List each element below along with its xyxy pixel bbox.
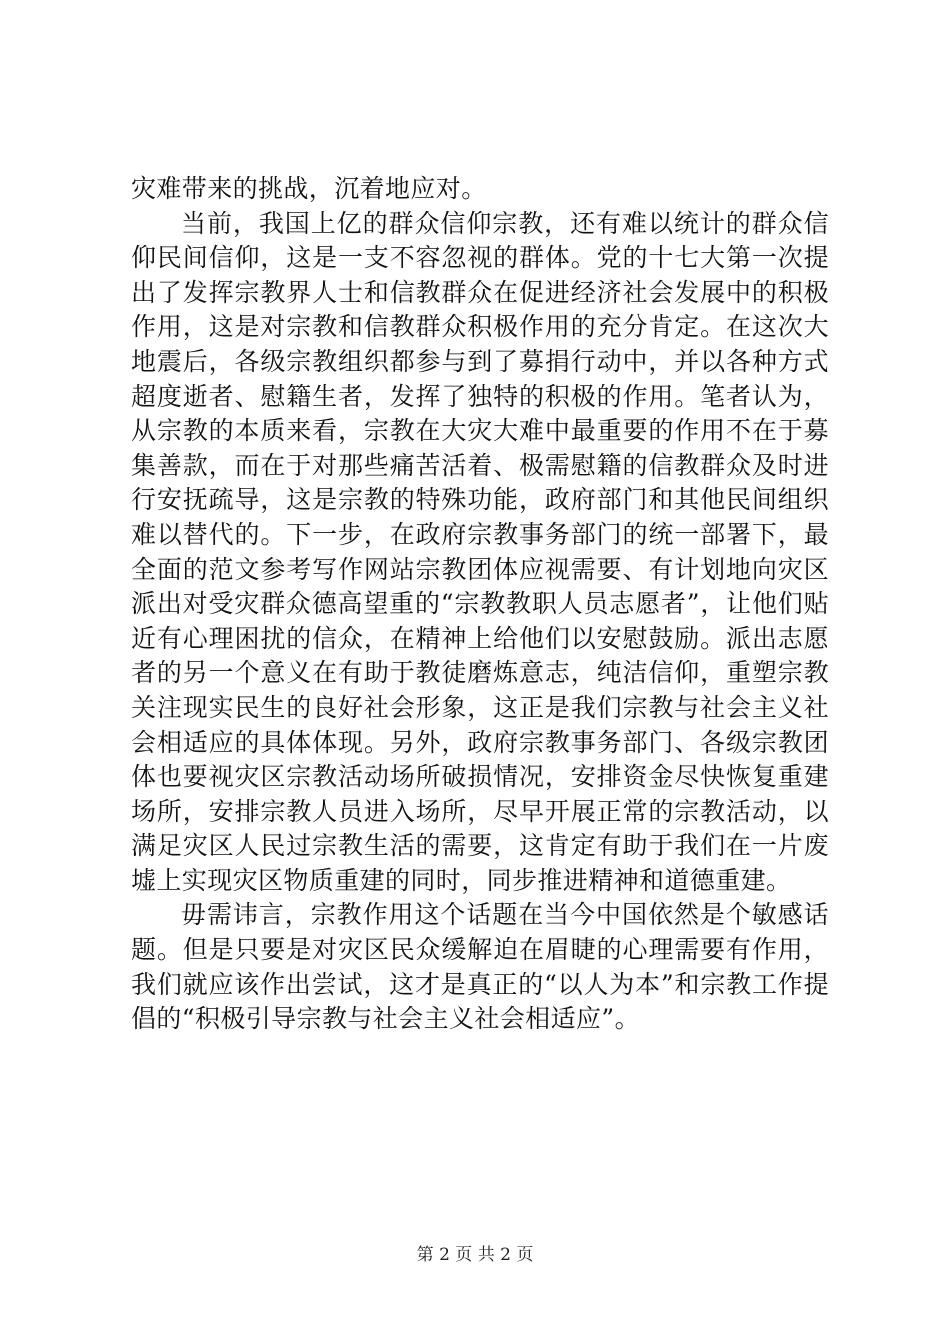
paragraph-religious-role: 当前，我国上亿的群众信仰宗教，还有难以统计的群众信仰民间信仰，这是一支不容忽视的群体。党的十七大第一次提出了发挥宗教界人士和信教群众在促进经济社会发展中的积极作用，这是对宗教和信教群众积极作用的充分肯定。在这次大地震后，各级宗教组织都参与到了募捐行动中，并以各种方式超度逝者、慰籍生者，发挥了独特的积极的作用。笔者认为，从宗教的本质来看，宗教在大灾大难中最重要的作用不在于募集善款，而在于对那些痛苦活着、极需慰籍的信教群众及时进行安抚疏导，这是宗教的特殊功能，政府部门和其他民间组织难以替代的。下一步，在政府宗教事务部门的统一部署下，最全面的范文参考写作网站宗教团体应视需要、有计划地向灾区派出对受灾群众德高望重的“宗教教职人员志愿者”，让他们贴近有心理困扰的信众，在精神上给他们以安慰鼓励。派出志愿者的另一个意义在有助于教徒磨炼意志，纯洁信仰，重塑宗教关注现实民生的良好社会形象，这正是我们宗教与社会主义社会相适应的具体体现。另外，政府宗教事务部门、各级宗教团体也要视灾区宗教活动场所破损情况，安排资金尽快恢复重建场所，安排宗教人员进入场所，尽早开展正常的宗教活动，以满足灾区人民过宗教生活的需要，这肯定有助于我们在一片废墟上实现灾区物质重建的同时，同步推进精神和道德重建。 <box>131 208 829 895</box>
document-body <box>131 172 829 1037</box>
paragraph-continuation: 灾难带来的挑战，沉着地应对。 <box>131 174 487 203</box>
page-footer: 第 2 页 共 2 页 <box>416 1245 534 1265</box>
paragraph-conclusion: 毋需讳言，宗教作用这个话题在当今中国依然是个敏感话题。但是只要是对灾区民众缓解迫在眉睫的心理需要有作用，我们就应该作出尝试，这才是真正的“以人为本”和宗教工作提倡的“积极引导宗教与社会主义社会相适应”。 <box>131 900 829 1034</box>
